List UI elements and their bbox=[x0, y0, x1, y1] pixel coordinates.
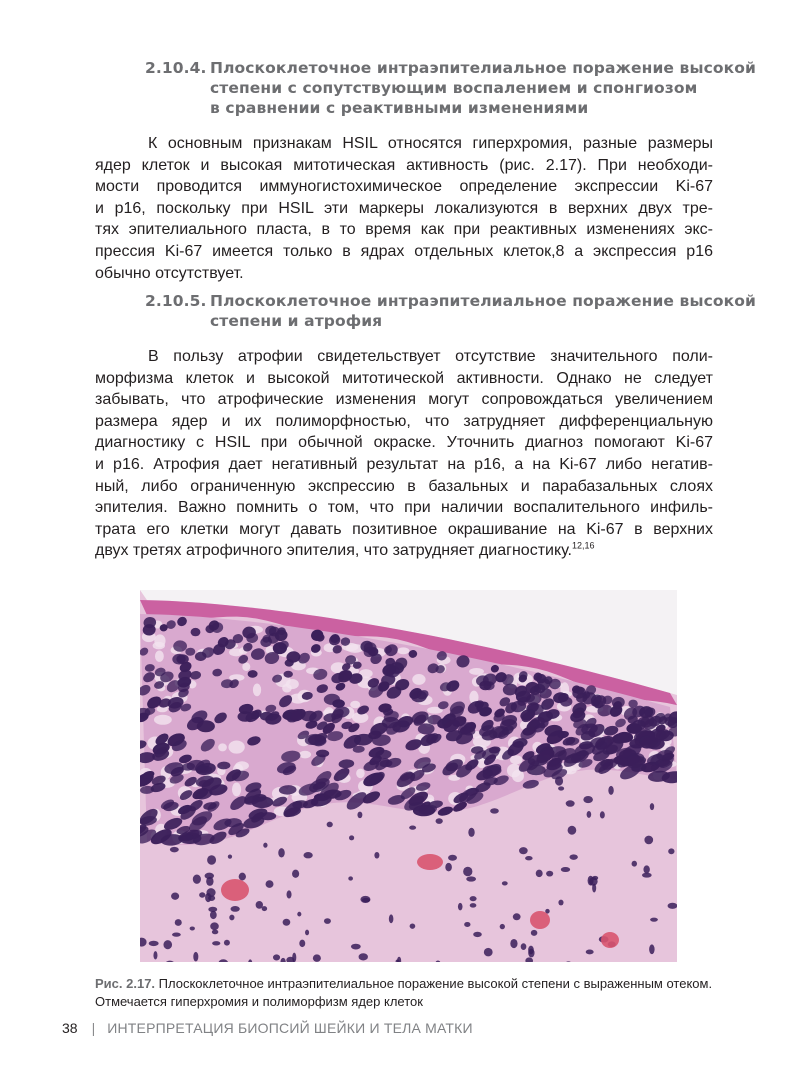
text-line: и p16. Атрофия дает негативный результат на p16, а на Ki-67 либо негатив- bbox=[95, 455, 713, 473]
text-line: морфизма клеток и высокой митотической активности. Однако не следует bbox=[95, 369, 713, 387]
histology-micrograph bbox=[140, 590, 677, 962]
section-title-line: степени с сопутствующим воспалением и спонгиозом bbox=[210, 79, 698, 97]
text-line: ядер клеток и высокая митотическая активность (рис. 2.17). При необходи- bbox=[95, 156, 713, 174]
text-line: К основным признакам HSIL относятся гиперхромия, разные размеры bbox=[148, 135, 713, 152]
text-line: и p16, поскольку при HSIL эти маркеры локализуются в верхних двух тре- bbox=[95, 199, 713, 217]
section-title-line: Плоскоклеточное интраэпителиальное поражение высокой bbox=[210, 292, 756, 310]
text-line: эпителия. Важно помнить о том, что при наличии воспалительного инфиль- bbox=[95, 499, 713, 517]
micrograph-image bbox=[140, 590, 677, 962]
section-title bbox=[210, 58, 756, 118]
section-number: 2.10.4. bbox=[145, 59, 207, 77]
figure-caption-text: Плоскоклеточное интраэпителиальное поражение высокой степени с выраженным отеком. Отмечается гиперхромия и полиморфизм ядер клеток bbox=[95, 976, 713, 1009]
text-line: прессия Ki-67 имеется только в ядрах отдельных клеток,8 а экспрессия p16 bbox=[95, 242, 713, 260]
citation-superscript: 12,16 bbox=[571, 541, 595, 552]
text-line: мости проводится иммуногистохимическое определение экспрессии Ki-67 bbox=[95, 178, 713, 196]
section-number: 2.10.5. bbox=[145, 292, 207, 310]
running-title: ИНТЕРПРЕТАЦИЯ БИОПСИЙ ШЕЙКИ И ТЕЛА МАТКИ bbox=[107, 1020, 473, 1036]
footer-separator: | bbox=[91, 1020, 96, 1036]
section-title-line: в сравнении с реактивными изменениями bbox=[210, 99, 589, 117]
text-line-content: двух третях атрофичного эпителия, что затрудняет диагностику. bbox=[95, 542, 572, 560]
body-paragraph-1 bbox=[95, 133, 713, 284]
text-line: трата его клетки могут давать позитивное окрашивание на Ki-67 в верхних bbox=[95, 520, 713, 538]
page-number: 38 bbox=[62, 1020, 78, 1036]
text-line: диагностику с HSIL при обычной окраске. Уточнить диагноз помогают Ki-67 bbox=[95, 434, 713, 452]
text-line bbox=[95, 540, 713, 562]
text-line: забывать, что атрофические изменения могут сопровождаться увеличением bbox=[95, 391, 713, 409]
page-footer bbox=[62, 1020, 473, 1036]
text-line: тях эпителиального пласта, в то время как при реактивных изменениях экс- bbox=[95, 221, 713, 239]
section-title-line: степени и атрофия bbox=[210, 312, 383, 330]
section-title bbox=[210, 291, 756, 331]
figure-caption bbox=[95, 975, 720, 1010]
text-line: обычно отсутствует. bbox=[95, 264, 244, 282]
section-title-line: Плоскоклеточное интраэпителиальное поражение высокой bbox=[210, 59, 756, 77]
text-line: В пользу атрофии свидетельствует отсутствие значительного поли- bbox=[148, 348, 713, 365]
text-line: ный, либо ограниченную экспрессию в базальных и парабазальных слоях bbox=[95, 477, 713, 495]
body-paragraph-2 bbox=[95, 346, 713, 562]
text-line: размера ядер и их полиморфностью, что затрудняет дифференциальную bbox=[95, 412, 713, 430]
figure-label: Рис. 2.17. bbox=[95, 976, 156, 991]
